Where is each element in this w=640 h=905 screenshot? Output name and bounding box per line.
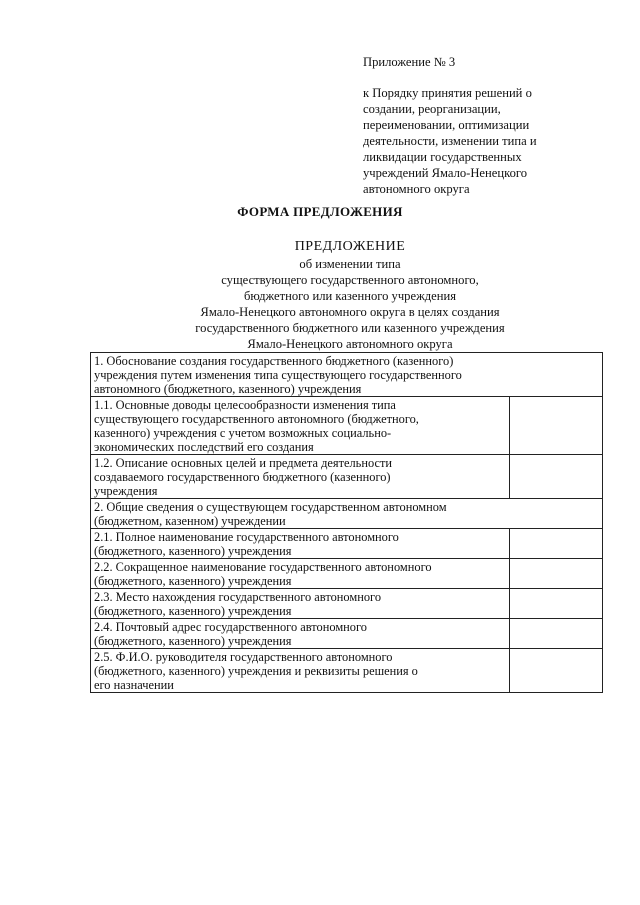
row-label-cell: [91, 619, 510, 649]
cell-line: (бюджетного, казенного) учреждения и реквизиты решения о: [94, 664, 418, 678]
cell-line: (бюджетном, казенном) учреждении: [94, 514, 286, 528]
row-label-cell: [91, 397, 510, 455]
proposal-table: [90, 352, 603, 693]
row-label-cell: [91, 529, 510, 559]
cell-line: (бюджетного, казенного) учреждения: [94, 604, 292, 618]
row-value-cell[interactable]: [510, 649, 603, 693]
section-header-cell: [91, 353, 603, 397]
cell-line: 1. Обоснование создания государственного бюджетного (казенного): [94, 354, 454, 368]
row-value-cell[interactable]: [510, 619, 603, 649]
proposal-heading: ПРЕДЛОЖЕНИЕ: [294, 239, 406, 254]
section-header-cell: [91, 499, 603, 529]
cell-line: 2.4. Почтовый адрес государственного автономного: [94, 620, 367, 634]
cell-line: (бюджетного, казенного) учреждения: [94, 634, 292, 648]
appendix-line: автономного округа: [363, 182, 470, 196]
form-title: ФОРМА ПРЕДЛОЖЕНИЯ: [237, 204, 403, 219]
table-row-2-5: [91, 649, 603, 693]
cell-line: 2.2. Сокращенное наименование государственного автономного: [94, 560, 432, 574]
row-value-cell[interactable]: [510, 559, 603, 589]
proposal-line: Ямало-Ненецкого автономного округа: [247, 337, 453, 351]
appendix-number: Приложение № 3: [363, 55, 456, 69]
cell-line: создаваемого государственного бюджетного (казенного): [94, 470, 391, 484]
cell-line: его назначении: [94, 678, 174, 692]
row-label-cell: [91, 559, 510, 589]
row-value-cell[interactable]: [510, 589, 603, 619]
table-row-1-2: [91, 455, 603, 499]
table-row-2-1: [91, 529, 603, 559]
cell-line: 1.1. Основные доводы целесообразности изменения типа: [94, 398, 396, 412]
cell-line: 2.5. Ф.И.О. руководителя государственного автономного: [94, 650, 393, 664]
appendix-line: ликвидации государственных: [363, 150, 522, 164]
proposal-line: Ямало-Ненецкого автономного округа в целях создания: [200, 305, 500, 319]
table-row-2-4: [91, 619, 603, 649]
proposal-line: бюджетного или казенного учреждения: [243, 289, 457, 303]
cell-line: автономного (бюджетного, казенного) учреждения: [94, 382, 362, 396]
cell-line: учреждения путем изменения типа существующего государственного: [94, 368, 462, 382]
row-value-cell[interactable]: [510, 455, 603, 499]
cell-line: (бюджетного, казенного) учреждения: [94, 574, 292, 588]
appendix-line: учреждений Ямало-Ненецкого: [363, 166, 528, 180]
proposal-line: существующего государственного автономного,: [221, 273, 479, 287]
cell-line: 1.2. Описание основных целей и предмета деятельности: [94, 456, 393, 470]
proposal-line: государственного бюджетного или казенного учреждения: [195, 321, 505, 335]
cell-line: 2.3. Место нахождения государственного автономного: [94, 590, 382, 604]
row-label-cell: [91, 455, 510, 499]
appendix-line: к Порядку принятия решений о: [363, 86, 532, 100]
appendix-line: деятельности, изменении типа и: [363, 134, 537, 148]
appendix-note: [363, 54, 603, 197]
row-label-cell: [91, 649, 510, 693]
cell-line: (бюджетного, казенного) учреждения: [94, 544, 292, 558]
cell-line: экономических последствий его создания: [94, 440, 314, 454]
row-value-cell[interactable]: [510, 529, 603, 559]
table-row-1-1: [91, 397, 603, 455]
appendix-text: [363, 85, 603, 197]
proposal-line: об изменении типа: [299, 257, 401, 271]
table-row-section-1: [91, 353, 603, 397]
row-label-cell: [91, 589, 510, 619]
appendix-line: создании, реорганизации,: [363, 102, 501, 116]
cell-line: учреждения: [94, 484, 158, 498]
row-value-cell[interactable]: [510, 397, 603, 455]
cell-line: существующего государственного автономного (бюджетного,: [94, 412, 419, 426]
proposal-heading-block: [0, 238, 640, 352]
cell-line: казенного) учреждения с учетом возможных социально-: [94, 426, 392, 440]
table-row-2-2: [91, 559, 603, 589]
appendix-line: переименовании, оптимизации: [363, 118, 530, 132]
table-row-2-3: [91, 589, 603, 619]
cell-line: 2.1. Полное наименование государственного автономного: [94, 530, 399, 544]
cell-line: 2. Общие сведения о существующем государственном автономном: [94, 500, 447, 514]
table-row-section-2: [91, 499, 603, 529]
